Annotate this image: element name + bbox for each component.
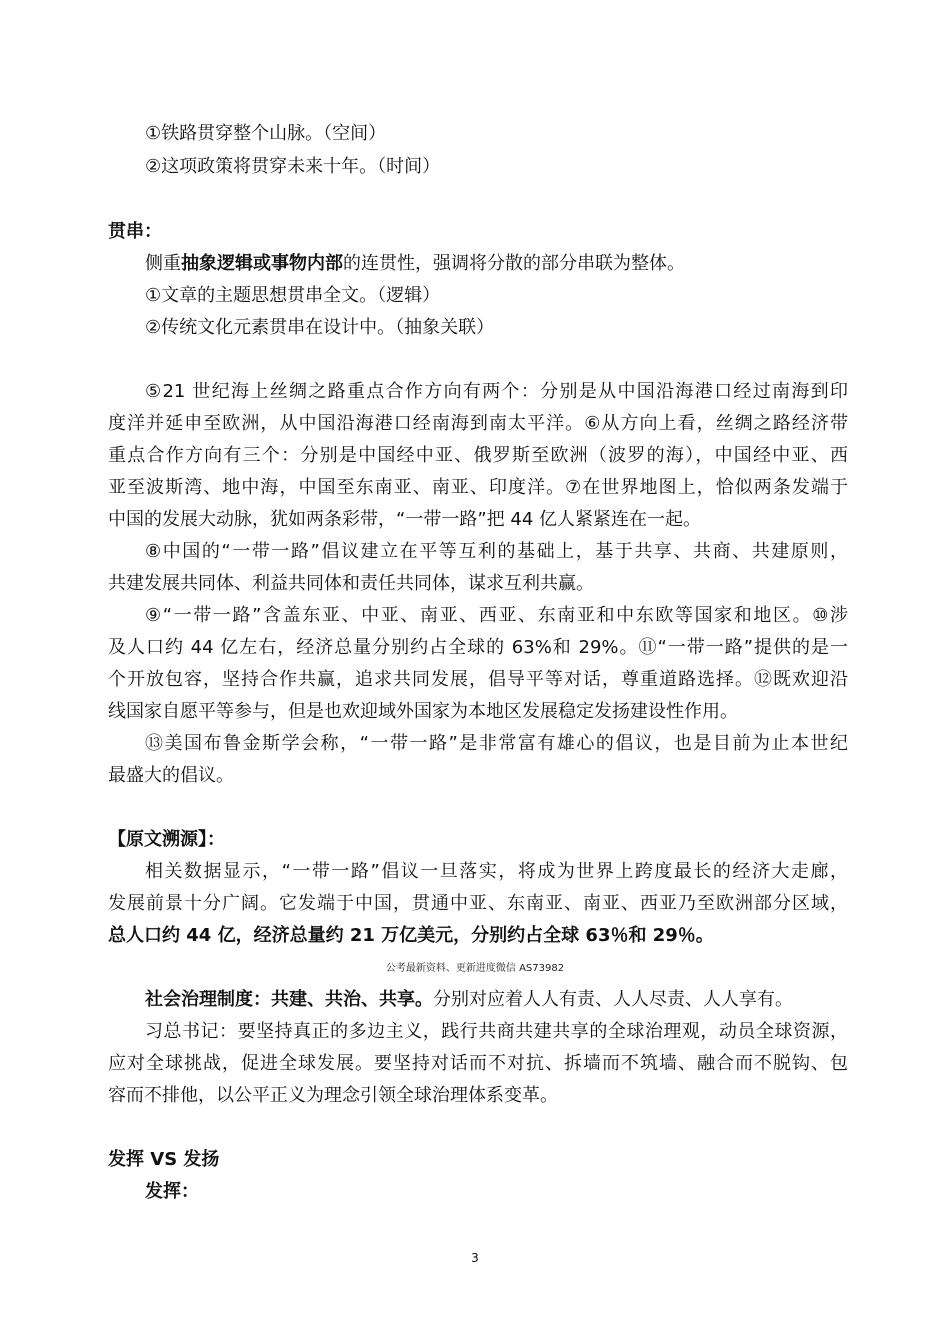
paragraph-line: ⑬美国布鲁金斯学会称，“一带一路”是非常富有雄心的倡议，也是目前为止本世纪 — [145, 733, 848, 754]
section-heading: 【原文溯源】： — [108, 829, 225, 850]
paragraph-line: 重点合作方向有三个：分别是中国经中亚、俄罗斯至欧洲（波罗的海），中国经中亚、西 — [108, 445, 848, 466]
text-span: 分别对应着人人有责、人人尽责、人人享有。 — [433, 989, 793, 1010]
paragraph-line: ⑨“一带一路”含盖东亚、中亚、南亚、西亚、东南亚和中东欧等国家和地区。⑩涉 — [145, 605, 848, 626]
paragraph-line: 线国家自愿平等参与，但是也欢迎域外国家为本地区发展稳定发扬建设性作用。 — [108, 701, 738, 722]
paragraph-line — [145, 252, 848, 276]
paragraph-line: 共建发展共同体、利益共同体和责任共同体，谋求互利共赢。 — [108, 573, 594, 594]
paragraph-line: 中国的发展大动脉，犹如两条彩带，“一带一路”把 44 亿人紧紧连在一起。 — [108, 509, 701, 530]
bold-span: 抽象逻辑或事物内部 — [181, 253, 343, 274]
page-number: 3 — [471, 1251, 479, 1265]
watermark-note: 公考最新资料、更新进度微信 AS73982 — [385, 963, 565, 974]
paragraph-line: 容而不排他，以公平正义为理念引领全球治理体系变革。 — [108, 1085, 558, 1106]
text-span: 的连贯性，强调将分散的部分串联为整体。 — [343, 253, 685, 274]
bold-span: 社会治理制度：共建、共治、共享。 — [145, 989, 433, 1010]
example-line: ①文章的主题思想贯串全文。（逻辑） — [145, 285, 441, 306]
subsection-heading: 发挥： — [145, 1181, 199, 1202]
paragraph-line — [145, 988, 848, 1012]
paragraph-line: 最盛大的倡议。 — [108, 765, 234, 786]
example-line: ②传统文化元素贯串在设计中。（抽象关联） — [145, 317, 495, 338]
example-line: ②这项政策将贯穿未来十年。（时间） — [145, 156, 441, 177]
paragraph-line: 相关数据显示，“一带一路”倡议一旦落实，将成为世界上跨度最长的经济大走廊， — [145, 861, 848, 882]
paragraph-line: 应对全球挑战，促进全球发展。要坚持对话而不对抗、拆墙而不筑墙、融合而不脱钩、包 — [108, 1053, 848, 1074]
section-heading: 发挥 VS 发扬 — [108, 1149, 220, 1170]
paragraph-line: ⑤21 世纪海上丝绸之路重点合作方向有两个：分别是从中国沿海港口经过南海到印 — [145, 381, 848, 402]
paragraph-line: 亚至波斯湾、地中海，中国至东南亚、南亚、印度洋。⑦在世界地图上，恰似两条发端于 — [108, 477, 848, 498]
section-heading: 贯串： — [108, 221, 162, 242]
paragraph-line: 及人口约 44 亿左右，经济总量分别约占全球的 63%和 29%。⑪“一带一路”提供的是一 — [108, 637, 848, 658]
text-span: 侧重 — [145, 253, 181, 274]
paragraph-line: 个开放包容，坚持合作共赢，追求共同发展，倡导平等对话，尊重道路选择。⑫既欢迎沿 — [108, 669, 848, 690]
paragraph-line: 发展前景十分广阔。它发端于中国，贯通中亚、东南亚、南亚、西亚乃至欧洲部分区域， — [108, 893, 848, 914]
paragraph-line: 习总书记：要坚持真正的多边主义，践行共商共建共享的全球治理观，动员全球资源， — [145, 1021, 848, 1042]
paragraph-line: ⑧中国的“一带一路”倡议建立在平等互利的基础上，基于共享、共商、共建原则， — [145, 541, 848, 562]
paragraph-line: 度洋并延申至欧洲，从中国沿海港口经南海到南太平洋。⑥从方向上看，丝绸之路经济带 — [108, 413, 848, 434]
example-line: ①铁路贯穿整个山脉。（空间） — [145, 123, 387, 144]
paragraph-line-bold: 总人口约 44 亿，经济总量约 21 万亿美元，分别约占全球 63％和 29％。 — [108, 925, 714, 946]
